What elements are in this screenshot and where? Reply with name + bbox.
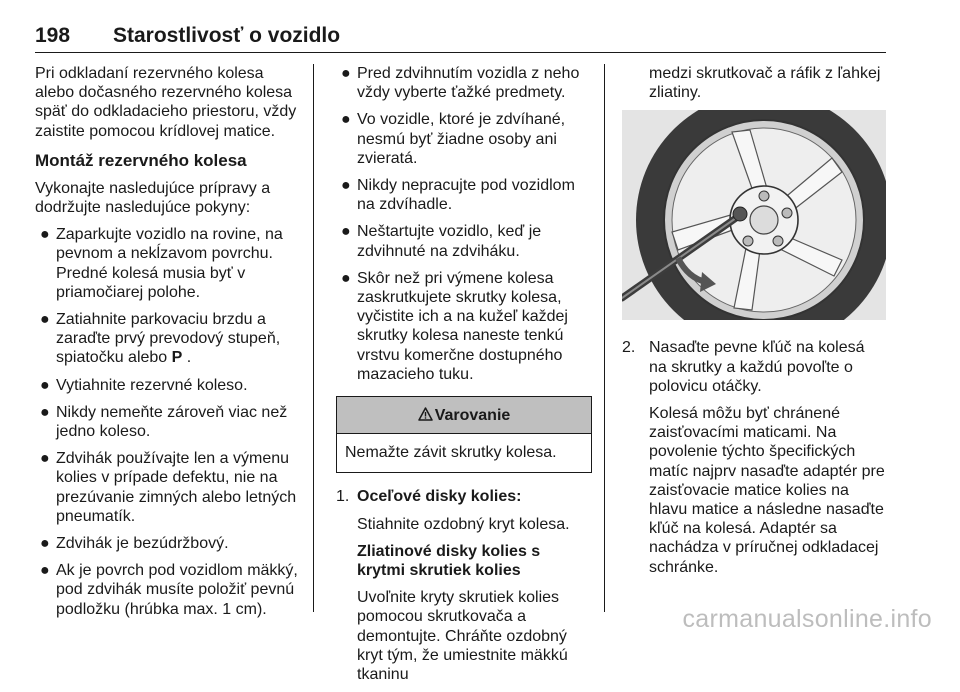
list-item: ● Zdvihák používajte len a výmenu kolies v prípade defektu, nie na prezúvanie zimných alebo letných pneumatík.	[40, 450, 297, 525]
step-number: 2.	[622, 339, 636, 357]
step-title: Oceľové disky kolies:	[357, 488, 522, 506]
warning-text: Nemažte závit skrutky kolesa.	[345, 444, 557, 462]
column-middle	[336, 64, 592, 692]
step-text: Stiahnite ozdobný kryt kolesa.	[357, 515, 570, 533]
gear-p-symbol: P	[171, 349, 183, 367]
bullet-dot-icon: ●	[341, 269, 351, 287]
list-item: ● Vytiahnite rezervné koleso.	[40, 376, 248, 394]
intro-paragraph: Pri odkladaní rezervného kolesa alebo dočasného rezervného kolesa späť do odkladacieho priestoru, vždy zaistite pomocou krídlovej matice.	[35, 65, 297, 140]
bullet-dot-icon: ●	[40, 376, 50, 394]
list-item: ● Zaparkujte vozidlo na rovine, na pevnom a nekĺzavom povrchu. Predné kolesá musia byť v priamočiarej polohe.	[40, 226, 283, 301]
lead-paragraph: Vykonajte nasledujúce prípravy a dodržujte nasledujúce pokyny:	[35, 179, 271, 217]
column-divider	[604, 64, 605, 612]
wheel-wrench-icon	[622, 110, 886, 320]
page-title: Starostlivosť o vozidlo	[113, 24, 341, 47]
list-item: ● Ak je povrch pod vozidlom mäkký, pod zdvihák musíte položiť pevnú podložku (hrúbka max. 1 cm).	[40, 562, 298, 618]
step-text: Nasaďte pevne kľúč na kolesá na skrutky a každú povoľte o polovicu otáčky.	[649, 339, 865, 395]
preparation-list	[35, 225, 300, 619]
bullet-dot-icon: ●	[341, 177, 351, 195]
warning-title: Varovanie	[434, 407, 511, 425]
step-2	[622, 338, 886, 576]
list-item: ● Zatiahnite parkovaciu brzdu a zaraďte prvý prevodový stupeň, spiatočku alebo P .	[40, 311, 281, 367]
list-item: ● Pred zdvihnutím vozidla z neho vždy vyberte ťažké predmety.	[341, 65, 580, 102]
warning-triangle-icon	[418, 407, 433, 421]
wheel-illustration	[622, 110, 886, 320]
bullet-dot-icon: ●	[40, 535, 50, 553]
step-text: Uvoľnite kryty skrutiek kolies pomocou skrutkovača a demontujte. Chráňte ozdobný kryt tým, že umiestnite mäkkú tkaninu	[357, 589, 568, 684]
bullet-dot-icon: ●	[40, 403, 50, 421]
list-item: ● Skôr než pri výmene kolesa zaskrutkujete skrutky kolesa, vyčistite ich a na kužeľ každej skrutky kolesa naneste tenkú vrstvu komerčne dostupného mazacieho tuku.	[341, 269, 568, 383]
list-item: ● Vo vozidle, ktoré je zdvíhané, nesmú byť žiadne osoby ani zvieratá.	[341, 111, 566, 167]
step-number: 1.	[336, 488, 350, 506]
watermark: carmanualsonline.info	[682, 605, 932, 633]
page-number: 198	[35, 24, 71, 47]
step-1	[336, 487, 592, 684]
bullet-dot-icon: ●	[40, 311, 50, 329]
step-note: Kolesá môžu byť chránené zaisťovacími maticami. Na povolenie týchto špecifických matíc najprv nasaďte adaptér pre zaisťovacie matice kolies na hlavu matice a následne nasaďte kľúč na kolesá. Adaptér sa nachádza v príručnej odkladacej schránke.	[649, 405, 885, 576]
section-heading: Montáž rezervného kolesa	[35, 150, 247, 170]
bullet-dot-icon: ●	[341, 223, 351, 241]
list-item: ● Neštartujte vozidlo, keď je zdvihnuté na zdviháku.	[341, 223, 542, 260]
column-divider	[313, 64, 314, 612]
warning-box	[336, 396, 592, 473]
bullet-dot-icon: ●	[40, 226, 50, 244]
bullet-dot-icon: ●	[341, 111, 351, 129]
warning-header	[337, 397, 591, 434]
bullet-dot-icon: ●	[341, 65, 351, 82]
list-item: ● Nikdy nepracujte pod vozidlom na zdvíhadle.	[341, 177, 575, 214]
column-right	[622, 64, 886, 585]
page-header	[35, 18, 886, 53]
safety-list	[336, 64, 592, 384]
bullet-dot-icon: ●	[40, 562, 50, 580]
bullet-dot-icon: ●	[40, 450, 50, 468]
column-left	[35, 64, 300, 627]
list-item: ● Zdvihák je bezúdržbový.	[40, 535, 229, 553]
continued-text: medzi skrutkovač a ráfik z ľahkej zliatiny.	[649, 65, 881, 102]
step-subtitle: Zliatinové disky kolies s krytmi skrutiek kolies	[357, 542, 541, 580]
list-item: ● Nikdy nemeňte zároveň viac než jedno koleso.	[40, 403, 288, 441]
